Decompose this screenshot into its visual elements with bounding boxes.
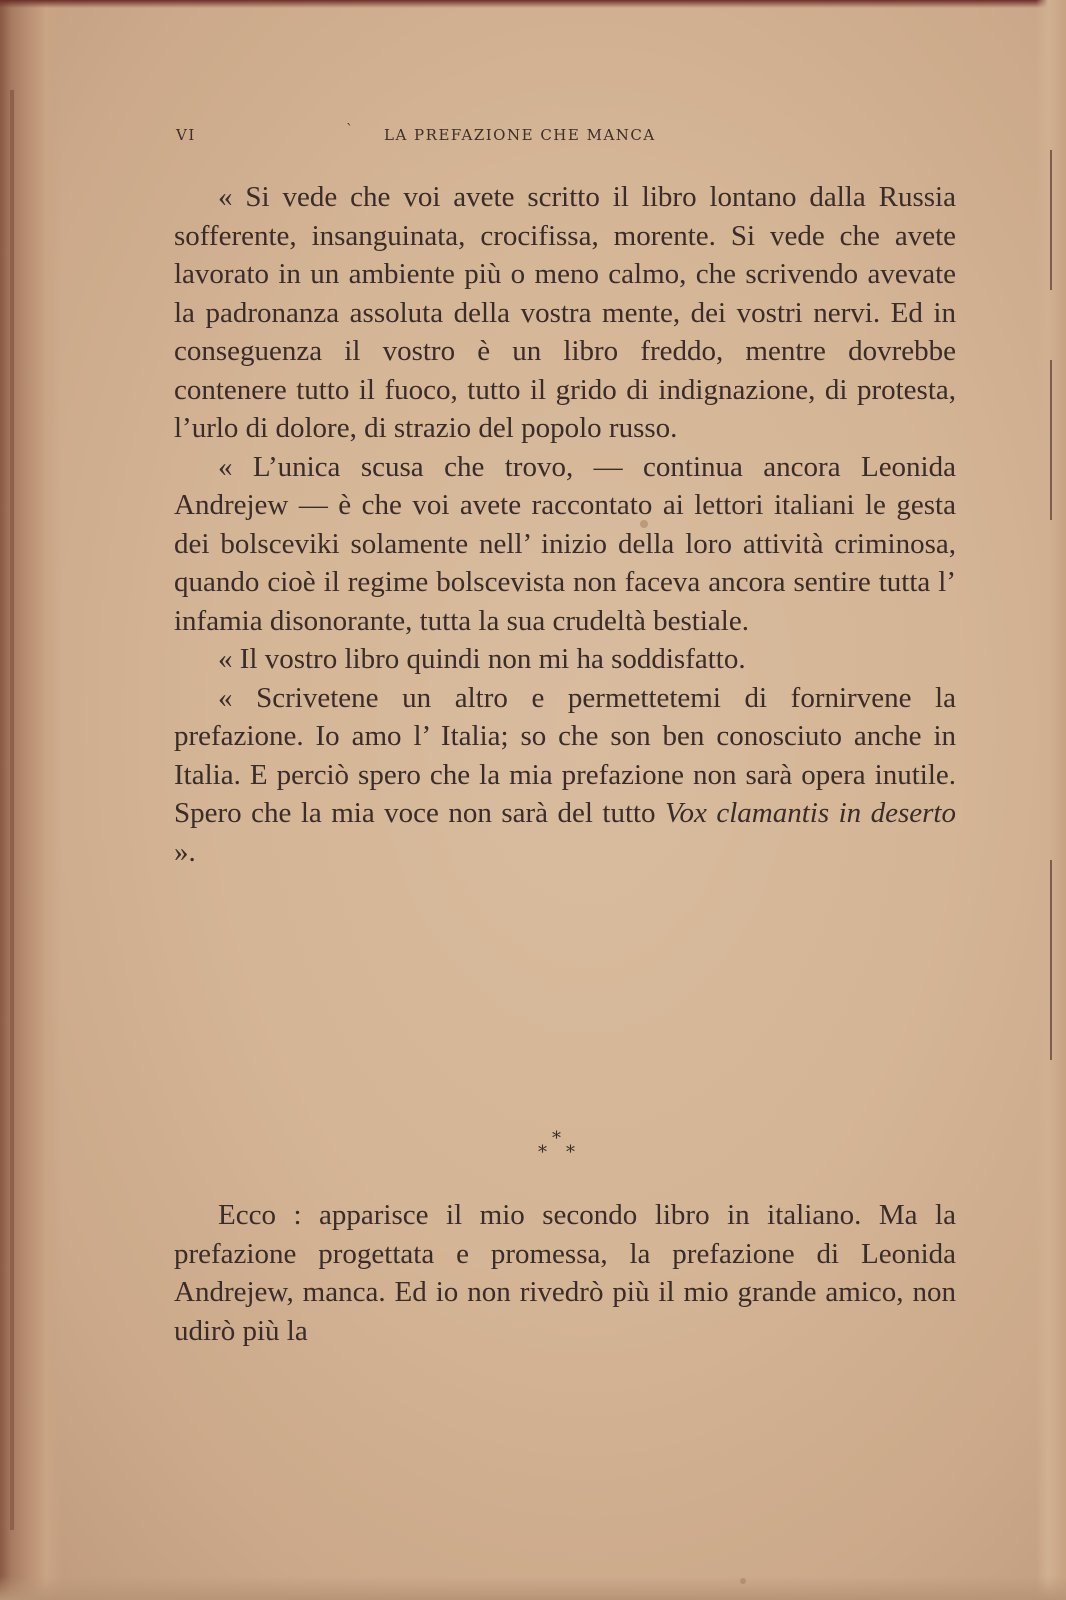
book-binding-edge: [0, 0, 62, 1600]
header-mark: `: [346, 122, 355, 138]
page-bottom-edge: [0, 1576, 1066, 1600]
asterisk: *: [552, 1128, 561, 1149]
page-number: VI: [176, 126, 196, 144]
section-break-asterism: [530, 1128, 590, 1168]
paragraph-3: « Il vostro libro quindi non mi ha soddisfatto.: [218, 643, 746, 675]
running-head: [176, 122, 736, 148]
paragraph-4-text: « Scrivetene un altro e permettetemi di fornirvene la prefazione. Io amo l’ Italia; so che son ben conosciuto anche in Italia. E perciò spero che la mia prefazione non sarà opera inutile. Spero che la mia voce non sarà del tutto: [174, 681, 956, 829]
paragraph-2: « L’unica scusa che trovo, — continua ancora Leonida Andrejew — è che voi avete raccontato ai lettori italiani le gesta dei bolsceviki solamente nell’ inizio della loro attività criminosa, quando cioè il regime bolscevista non faceva ancora sentire tutta l’ infamia disonorante, tutta la sua crudeltà bestiale.: [174, 450, 956, 637]
page-top-edge: [0, 0, 1066, 8]
asterisk: *: [538, 1142, 547, 1163]
paper-speck: [740, 1578, 746, 1584]
second-section-text: [174, 1196, 956, 1350]
edge-mark: [1050, 150, 1052, 290]
edge-mark: [1050, 360, 1052, 520]
paragraph-4-end: ».: [174, 835, 196, 868]
paragraph-4: [174, 679, 956, 872]
paragraph-1: « Si vede che voi avete scritto il libro lontano dalla Russia sofferente, insanguinata, crocifissa, morente. Si vede che avete lavorato in un ambiente più o meno calmo, che scrivendo avevate la padronanza assoluta della vostra mente, dei vostri nervi. Ed in conseguenza il vostro è un libro freddo, mentre dovrebbe contenere tutto il fuoco, tutto il grido di indignazione, di protesta, l’urlo di dolore, di strazio del popolo russo.: [174, 181, 956, 444]
edge-mark: [1050, 860, 1052, 1060]
running-title: LA PREFAZIONE CHE MANCA: [384, 126, 656, 144]
main-text: [174, 178, 956, 871]
page-right-edge: [1036, 0, 1066, 1600]
binding-stripe: [10, 90, 14, 1530]
latin-quote: Vox clamantis in deserto: [665, 797, 956, 829]
paragraph-5: Ecco : apparisce il mio secondo libro in italiano. Ma la prefazione progettata e promessa, la prefazione di Leonida Andrejew, manca. Ed io non rivedrò più il mio grande amico, non udirò più la: [174, 1199, 956, 1347]
asterisk: *: [566, 1142, 575, 1163]
